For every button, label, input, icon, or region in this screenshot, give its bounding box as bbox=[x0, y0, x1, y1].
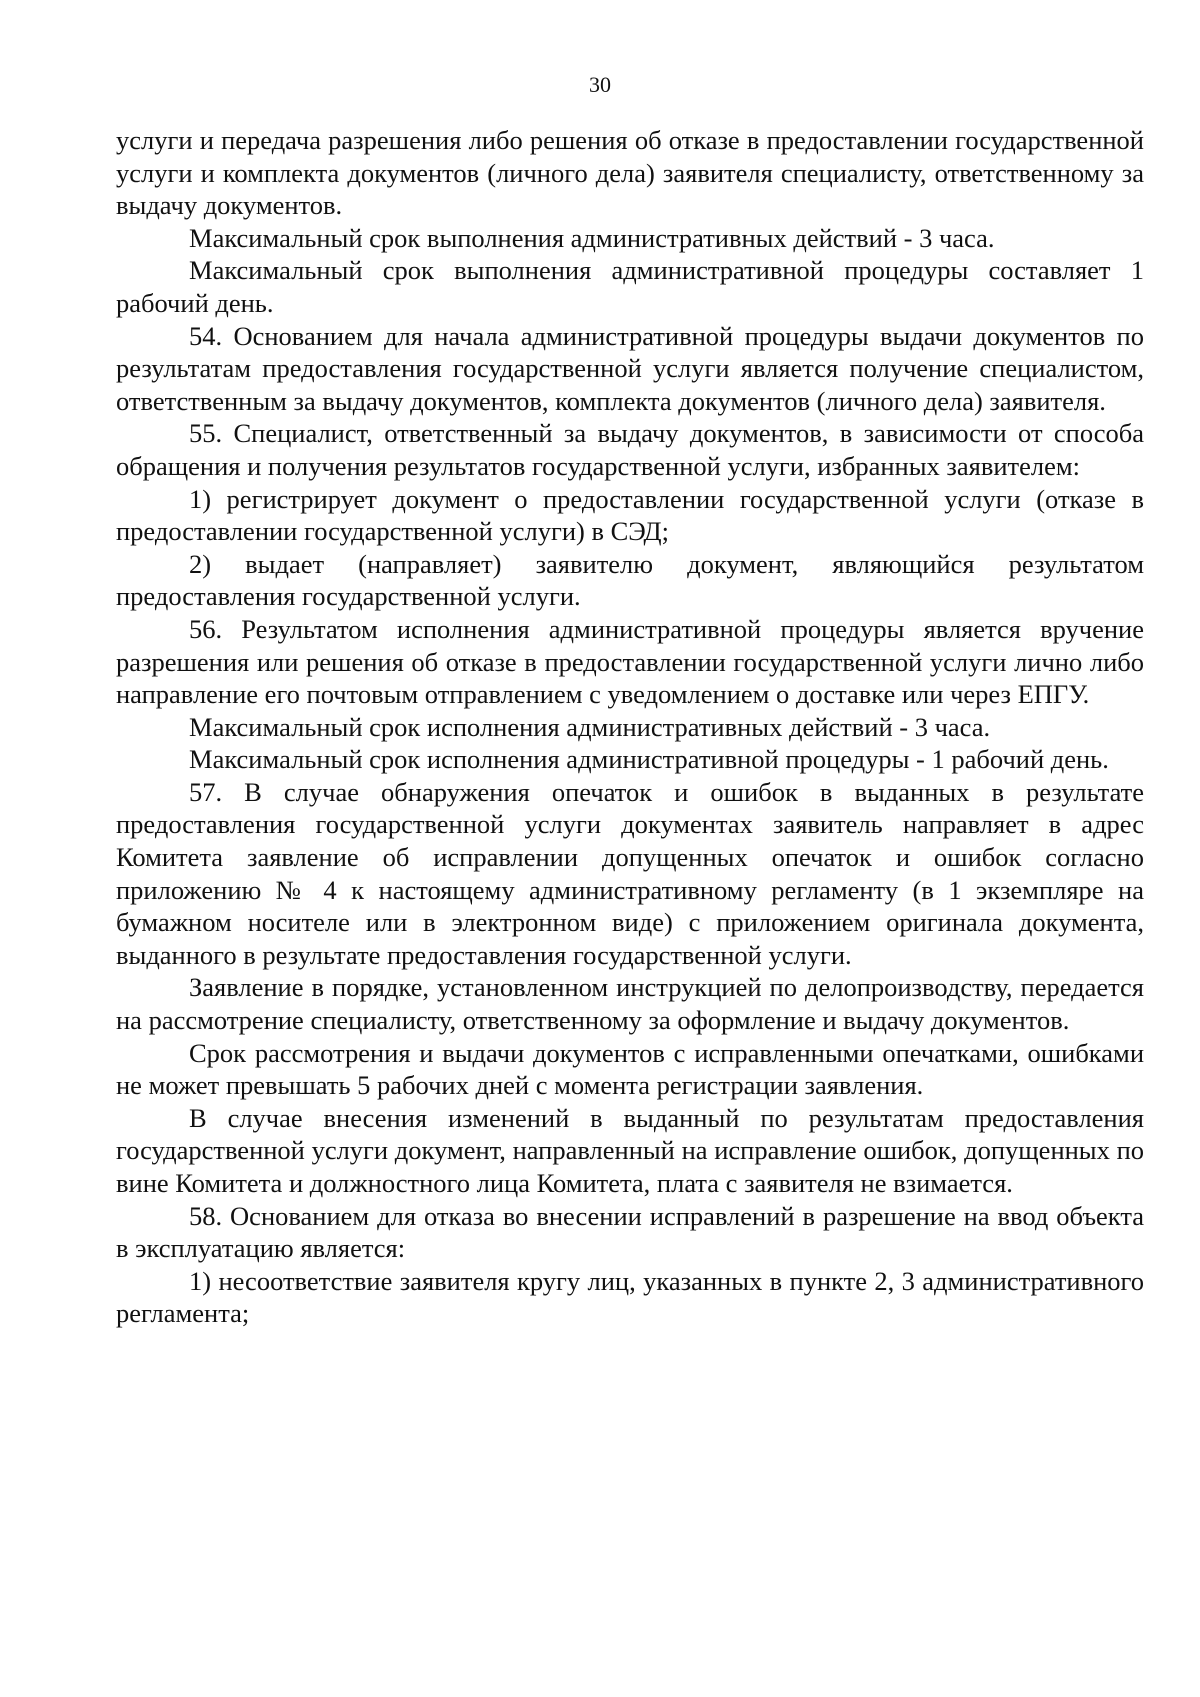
paragraph: 1) регистрирует документ о предоставлении государственной услуги (отказе в предоставлении государственной услуги) в СЭД; bbox=[116, 483, 1144, 547]
paragraph: В случае внесения изменений в выданный по результатам предоставления государственной услуги документ, направленный на исправление ошибок, допущенных по вине Комитета и должностного лица Комитета, плата с заявителя не взимается. bbox=[116, 1102, 1144, 1198]
paragraph: Срок рассмотрения и выдачи документов с исправленными опечатками, ошибками не может превышать 5 рабочих дней с момента регистрации заявления. bbox=[116, 1037, 1144, 1101]
paragraph: 57. В случае обнаружения опечаток и ошибок в выданных в результате предоставления государственной услуги документах заявитель направляет в адрес Комитета заявление об исправлении допущенных опечаток и ошибок согласно приложению № 4 к настоящему административному регламенту (в 1 экземпляре на бумажном носителе или в электронном виде) с приложением оригинала документа, выданного в результате предоставления государственной услуги. bbox=[116, 776, 1144, 970]
paragraph: Максимальный срок исполнения административной процедуры - 1 рабочий день. bbox=[189, 744, 1109, 775]
paragraph: Максимальный срок исполнения административных действий - 3 часа. bbox=[189, 711, 991, 742]
paragraph: 2) выдает (направляет) заявителю документ, являющийся результатом предоставления государственной услуги. bbox=[116, 548, 1144, 612]
paragraph: 56. Результатом исполнения административной процедуры является вручение разрешения или решения об отказе в предоставлении государственной услуги лично либо направление его почтовым отправлением с уведомлением о доставке или через ЕПГУ. bbox=[116, 613, 1144, 710]
paragraph: 54. Основанием для начала административной процедуры выдачи документов по результатам предоставления государственной услуги является получение специалистом, ответственным за выдачу документов, комплекта документов (личного дела) заявителя. bbox=[116, 320, 1144, 416]
paragraph: 58. Основанием для отказа во внесении исправлений в разрешение на ввод объекта в эксплуатацию является: bbox=[116, 1200, 1144, 1264]
paragraph: 55. Специалист, ответственный за выдачу документов, в зависимости от способа обращения и получения результатов государственной услуги, избранных заявителем: bbox=[116, 418, 1144, 481]
paragraph: Максимальный срок выполнения административной процедуры составляет 1 рабочий день. bbox=[116, 255, 1144, 318]
paragraph: 1) несоответствие заявителя кругу лиц, указанных в пункте 2, 3 административного регламента; bbox=[116, 1265, 1144, 1329]
document-body bbox=[116, 124, 1144, 1330]
page-number: 30 bbox=[589, 72, 611, 97]
paragraph: услуги и передача разрешения либо решения об отказе в предоставлении государственной услуги и комплекта документов (личного дела) заявителя специалисту, ответственному за выдачу документов. bbox=[116, 125, 1144, 221]
paragraph: Заявление в порядке, установленном инструкцией по делопроизводству, передается на рассмотрение специалисту, ответственному за оформление и выдачу документов. bbox=[116, 972, 1144, 1036]
paragraph: Максимальный срок выполнения административных действий - 3 часа. bbox=[189, 222, 995, 253]
